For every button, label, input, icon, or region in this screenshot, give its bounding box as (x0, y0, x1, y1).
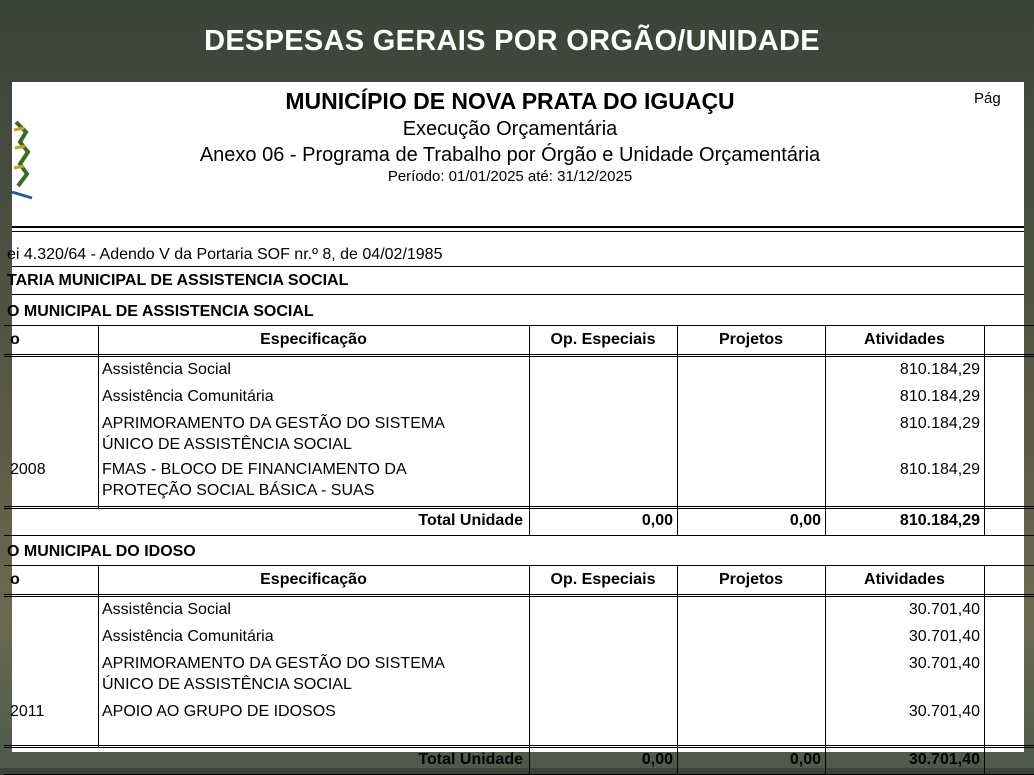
row-specification: APRIMORAMENTO DA GESTÃO DO SISTEMA (102, 415, 445, 432)
row-specification: APRIMORAMENTO DA GESTÃO DO SISTEMA (102, 655, 445, 672)
row-atividades-value: 30.701,40 (908, 601, 980, 618)
column-header-proj: Projetos (718, 571, 783, 588)
divider (4, 745, 1034, 746)
total-atividades: 30.701,40 (908, 751, 980, 768)
row-atividades-value: 30.701,40 (908, 628, 980, 645)
row-code: 2008 (10, 461, 46, 478)
row-code: 2011 (10, 703, 45, 720)
row-specification-cont: ÚNICO DE ASSISTÊNCIA SOCIAL (102, 436, 352, 453)
slide-title: DESPESAS GERAIS POR ORGÃO/UNIDADE (204, 24, 820, 57)
divider (4, 594, 1034, 595)
row-atividades-value: 810.184,29 (899, 461, 980, 478)
row-atividades-value: 810.184,29 (899, 388, 980, 405)
row-specification-cont: PROTEÇÃO SOCIAL BÁSICA - SUAS (102, 482, 375, 499)
column-header-code: o (10, 571, 20, 588)
column-separator (825, 565, 826, 774)
column-header-op: Op. Especiais (550, 571, 656, 588)
divider (4, 356, 1034, 357)
total-op-especiais: 0,00 (641, 751, 673, 768)
total-projetos: 0,00 (789, 751, 821, 768)
column-header-spec: Especificação (260, 571, 367, 588)
row-specification: Assistência Comunitária (102, 628, 274, 645)
column-separator (825, 325, 826, 535)
page-label: Pág (974, 90, 1001, 107)
divider (12, 266, 1024, 267)
column-separator (98, 565, 99, 747)
municipality-title: MUNICÍPIO DE NOVA PRATA DO IGUAÇU (285, 88, 735, 114)
divider (12, 294, 1024, 295)
row-atividades-value: 810.184,29 (899, 361, 980, 378)
row-atividades-value: 30.701,40 (908, 655, 980, 672)
row-specification: Assistência Social (102, 601, 231, 618)
column-separator (98, 325, 99, 508)
row-specification: APOIO AO GRUPO DE IDOSOS (102, 703, 336, 720)
unit-name: O MUNICIPAL DE ASSISTENCIA SOCIAL (7, 303, 314, 320)
row-atividades-value: 810.184,29 (899, 415, 980, 432)
divider (4, 747, 1034, 748)
column-header-code: o (10, 331, 20, 348)
divider (4, 596, 1034, 597)
secretariat-name: TARIA MUNICIPAL DE ASSISTENCIA SOCIAL (7, 272, 349, 289)
header-divider (12, 226, 1024, 228)
unit-name: O MUNICIPAL DO IDOSO (7, 543, 196, 560)
total-op-especiais: 0,00 (641, 512, 673, 529)
report-subtitle: Execução Orçamentária (402, 118, 618, 140)
row-specification: FMAS - BLOCO DE FINANCIAMENTO DA (102, 461, 407, 478)
divider (4, 535, 1034, 536)
column-header-ativ: Atividades (864, 571, 945, 588)
header-divider-thin (12, 231, 1024, 232)
column-separator (529, 325, 530, 535)
column-separator (984, 565, 985, 774)
divider (4, 325, 1034, 326)
divider (4, 354, 1034, 355)
row-specification-cont: ÚNICO DE ASSISTÊNCIA SOCIAL (102, 676, 352, 693)
column-header-spec: Especificação (260, 331, 367, 348)
column-header-op: Op. Especiais (550, 331, 656, 348)
total-label: Total Unidade (418, 512, 523, 529)
divider (4, 506, 1034, 507)
annex-title: Anexo 06 - Programa de Trabalho por Órgão e Unidade Orçamentária (199, 144, 821, 166)
total-atividades: 810.184,29 (899, 512, 980, 529)
column-header-proj: Projetos (718, 331, 783, 348)
divider (4, 565, 1034, 566)
row-specification: Assistência Comunitária (102, 388, 274, 405)
column-separator (984, 325, 985, 535)
law-reference: ei 4.320/64 - Adendo V da Portaria SOF nr.º 8, de 04/02/1985 (7, 246, 443, 263)
row-specification: Assistência Social (102, 361, 231, 378)
column-header-ativ: Atividades (864, 331, 945, 348)
divider (4, 508, 1034, 509)
report-period: Período: 01/01/2025 até: 31/12/2025 (387, 168, 633, 185)
total-projetos: 0,00 (789, 512, 821, 529)
column-separator (677, 325, 678, 535)
row-atividades-value: 30.701,40 (908, 703, 980, 720)
column-separator (529, 565, 530, 774)
report-document (7, 82, 1024, 768)
column-separator (677, 565, 678, 774)
total-label: Total Unidade (418, 751, 523, 768)
